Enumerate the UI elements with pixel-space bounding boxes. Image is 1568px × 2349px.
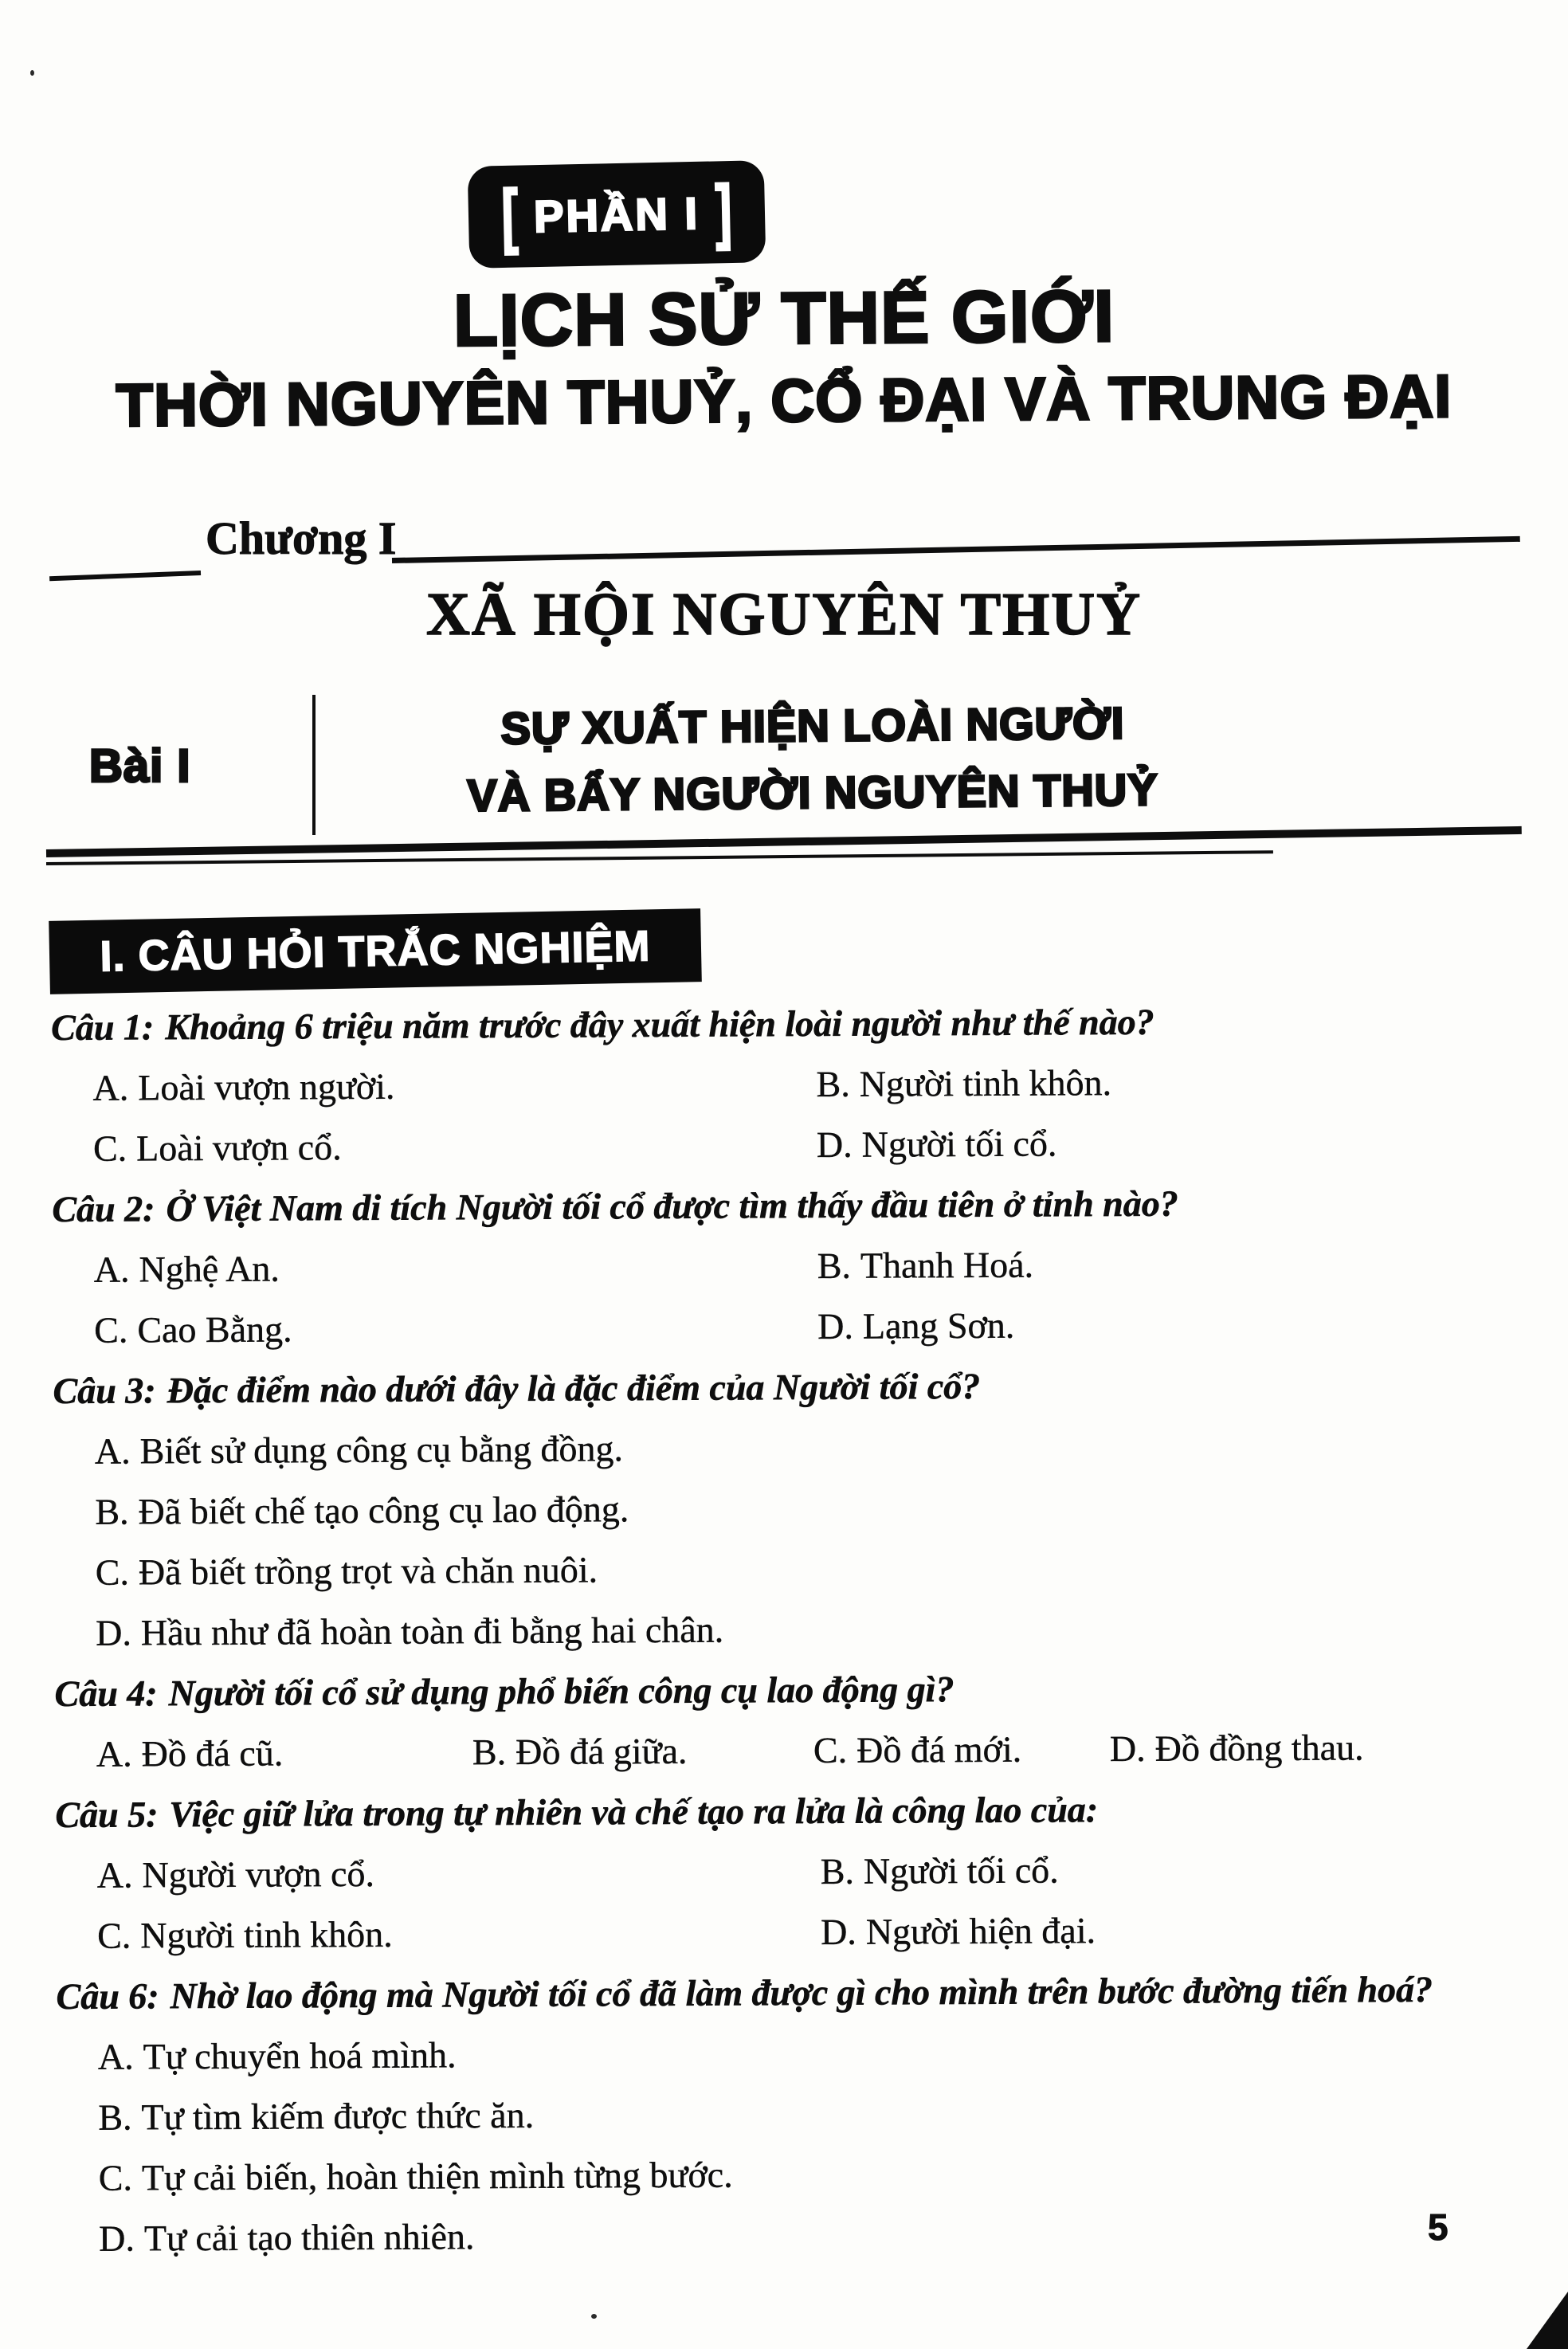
option-text: Người tinh khôn. [140, 1913, 393, 1956]
option [817, 1232, 1527, 1296]
option [97, 1902, 821, 1967]
option-key: B. [817, 1245, 852, 1286]
option-key: C. [98, 2157, 133, 2198]
option-key: A. [97, 2036, 134, 2077]
option-key: D. [816, 1124, 853, 1165]
option-key: D. [99, 2218, 135, 2259]
chapter-rule-right [392, 536, 1520, 563]
question-label: Câu 1: [51, 1006, 155, 1048]
option-text: Loài vượn người. [138, 1065, 395, 1108]
option-key: D. [1109, 1727, 1146, 1770]
option-text: Người tối cổ. [861, 1123, 1057, 1165]
question-label: Câu 2: [52, 1188, 155, 1229]
question-block [53, 1353, 1528, 1664]
option-text: Người vượn cổ. [142, 1853, 375, 1896]
scan-speck [591, 2314, 597, 2319]
option [95, 1474, 1527, 1542]
option-row [57, 2080, 1531, 2148]
option-row [53, 1414, 1527, 1482]
option [96, 1535, 1528, 1602]
question-line [54, 1656, 1528, 1724]
option-text: Đồ đá giữa. [515, 1730, 688, 1772]
option-row [52, 1111, 1526, 1179]
lesson-title-line1: SỰ XUẤT HIỆN LOÀI NGƯỜI [500, 697, 1125, 754]
question-text: Việc giữ lửa trong tự nhiên và chế tạo ra lửa là công lao của: [169, 1789, 1099, 1835]
option-text: Loài vượn cổ. [136, 1127, 342, 1169]
scan-speck [30, 70, 34, 76]
option-row [56, 1898, 1530, 1967]
option-text: Đồ đá cũ. [141, 1732, 284, 1774]
part-title-line1: LỊCH SỬ THẾ GIỚI [453, 276, 1115, 362]
option-key: C. [92, 1127, 127, 1169]
option-row [57, 2140, 1531, 2209]
option-row [55, 1716, 1529, 1785]
option-row [57, 2019, 1531, 2088]
question-block [56, 1959, 1531, 2269]
option-row [56, 1837, 1530, 1906]
option-row [53, 1474, 1527, 1543]
question-text: Nhờ lao động mà Người tối cổ đã làm được gì cho mình trên bước đường tiến hoá? [170, 1968, 1433, 2017]
option-row [54, 1595, 1528, 1664]
option-key: A. [94, 1430, 131, 1472]
option-key: B. [472, 1731, 507, 1773]
option [472, 1720, 813, 1782]
question-text: Ở Việt Nam di tích Người tối cổ được tìm thấy đầu tiên ở tỉnh nào? [166, 1182, 1178, 1229]
option-key: B. [95, 1491, 129, 1532]
option-text: Tự cải tạo thiên nhiên. [143, 2216, 475, 2259]
option [98, 2080, 1531, 2147]
option-key: B. [816, 1063, 850, 1104]
option [98, 2019, 1531, 2087]
part-title-line2: THỜI NGUYÊN THUỶ, CỔ ĐẠI VÀ TRUNG ĐẠI [116, 363, 1452, 440]
option [817, 1292, 1527, 1357]
option-text: Lạng Sơn. [862, 1304, 1015, 1347]
section-heading: I. CÂU HỎI TRẮC NGHIỆM [49, 908, 702, 994]
question-block [51, 990, 1526, 1179]
option-key: B. [820, 1850, 855, 1892]
option-key: C. [813, 1729, 848, 1771]
option-key: D. [817, 1305, 854, 1347]
option-text: Đồ đá mới. [857, 1728, 1022, 1771]
option-row [53, 1232, 1527, 1300]
option-text: Người tinh khôn. [859, 1062, 1112, 1104]
question-text: Khoảng 6 triệu năm trước đây xuất hiện loài người như thế nào? [165, 1001, 1154, 1048]
badge-bracket-left-icon: [ [500, 175, 519, 257]
question-label: Câu 4: [54, 1673, 158, 1714]
option-key: A. [96, 1854, 133, 1896]
lesson-title-line2: VÀ BẨY NGƯỜI NGUYÊN THUỶ [467, 764, 1158, 821]
corner-mark [1527, 2292, 1568, 2349]
option-text: Người tối cổ. [863, 1849, 1059, 1892]
option [821, 1898, 1530, 1963]
option [97, 1841, 821, 1906]
question-label: Câu 6: [56, 1975, 159, 2017]
option-text: Hầu như đã hoàn toàn đi bằng hai chân. [140, 1609, 724, 1653]
option-key: C. [94, 1309, 128, 1351]
question-label: Câu 5: [55, 1794, 159, 1835]
lesson-label: Bài I [89, 740, 191, 792]
question-block [55, 1777, 1530, 1967]
option-key: C. [97, 1915, 131, 1956]
option-text: Đã biết chế tạo công cụ lao động. [138, 1488, 629, 1532]
option-key: B. [98, 2096, 132, 2138]
part-badge [468, 160, 766, 269]
questions [51, 990, 1531, 2269]
option-text: Tự chuyển hoá mình. [143, 2034, 457, 2077]
option [93, 1115, 817, 1179]
option-key: D. [821, 1911, 857, 1952]
option-row [51, 1050, 1525, 1119]
question-text: Đặc điểm nào dưới đây là đặc điểm của Người tối cổ? [167, 1365, 981, 1411]
option [821, 1837, 1530, 1902]
option-row [54, 1535, 1528, 1603]
chapter-title: XÃ HỘI NGUYÊN THUỶ [425, 581, 1143, 648]
question-text: Người tối cổ sử dụng phổ biến công cụ lao động gì? [168, 1669, 955, 1714]
question-line [52, 1171, 1526, 1240]
option-key: D. [96, 1612, 132, 1653]
question-block [52, 1171, 1527, 1361]
option-text: Cao Bằng. [137, 1308, 292, 1351]
option-text: Biết sử dụng công cụ bằng đồng. [139, 1428, 624, 1472]
option-text: Thanh Hoá. [860, 1244, 1034, 1286]
chapter-label: Chương I [206, 512, 397, 564]
option [94, 1296, 817, 1361]
page-number: 5 [1428, 2206, 1448, 2248]
option-text: Người hiện đại. [865, 1910, 1096, 1952]
option-text: Đã biết trồng trọt và chăn nuôi. [138, 1549, 598, 1593]
option [99, 2201, 1531, 2269]
option [92, 1054, 816, 1119]
option-row [53, 1292, 1527, 1361]
lesson-divider [312, 695, 316, 835]
option-text: Tự tìm kiếm được thức ăn. [141, 2094, 535, 2138]
lesson-bottom-rule [46, 826, 1522, 857]
badge-bracket-right-icon: ] [714, 171, 733, 252]
question-line [53, 1353, 1527, 1422]
part-badge-label: PHẦN I [533, 187, 700, 241]
question-line [51, 990, 1525, 1058]
option [813, 1719, 1110, 1781]
option [816, 1050, 1525, 1115]
question-line [56, 1959, 1530, 2027]
option-text: Đồ đồng thau. [1154, 1727, 1364, 1769]
option-key: C. [95, 1551, 130, 1593]
option-key: A. [96, 1733, 132, 1774]
option-key: A. [92, 1067, 129, 1108]
option [817, 1111, 1526, 1175]
option [96, 1595, 1528, 1663]
question-line [55, 1777, 1529, 1845]
option [94, 1236, 817, 1300]
option [96, 1722, 472, 1784]
option [95, 1414, 1527, 1481]
option-text: Tự cải biến, hoàn thiện mình từng bước. [141, 2154, 733, 2198]
option-key: A. [93, 1249, 130, 1290]
option-row [57, 2201, 1531, 2269]
option-text: Nghệ An. [139, 1248, 280, 1290]
question-label: Câu 3: [53, 1370, 156, 1411]
option [1110, 1716, 1529, 1779]
option [99, 2140, 1531, 2208]
question-block [54, 1656, 1529, 1785]
